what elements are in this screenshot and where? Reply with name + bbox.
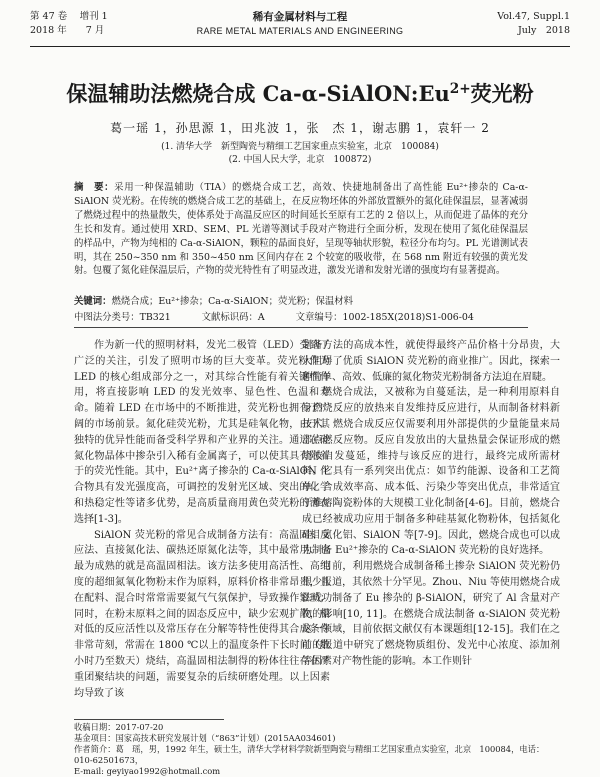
- body-paragraph: 目前，利用燃烧合成制备稀土掺杂 SiAlON 荧光粉仍很少报道，其依然十分罕见。Zhou、Niu 等使用燃烧合成法成功制备了 Eu 掺杂的 β-SiAlON，研究了 Al 含量对产物的影响[10, 11]。在燃烧合成法制备 α-SiAlON 荧光粉这一领域，目前依据文献仅有本课题组[12-15]。我们在之前的报道中研究了燃烧物质组份、发光中心浓度、添加剂等因素对产物性能的影响。本工作则针: [302, 561, 560, 667]
- header-journal: [30, 10, 570, 38]
- body-paragraph: SiAlON 荧光粉的常见合成制备方法有：高温固相反应法、直接氮化法、碳热还原氮化法等，其中最常用、也最为成熟的就是高温固相法。该方法多使用高活性、高纯度的超细氮氧化物粉末作为原料，原料价格非常昂贵，且在配料、混合时常常需要氮气气氛保护，导致操作繁琐；同时，在粉末原料之间的固态反应中，缺少宏观扩散，相对低的反应活性以及常压存在分解等特性使得其合成条件非常苛刻，常需在 1800 ℃以上的温度条件下长时间（数小时乃至数天）烧结，高温固相法制得的粉体往往存在严重团聚结块的问题，需要复杂的后续研磨处理。以上因素均导致了该: [74, 529, 330, 699]
- document-code: 文献标识码：A: [201, 312, 265, 323]
- title-main: 保温辅助法燃烧合成 Ca-α-SiAlON:Eu: [66, 81, 450, 106]
- clc-number: 中图法分类号：TB321: [74, 312, 171, 323]
- date-en: July 2018: [517, 25, 570, 36]
- header-rule: [30, 46, 570, 47]
- received-date: 收稿日期：2017-07-20: [74, 722, 164, 732]
- volume-issue: 第 47 卷 增刊 1: [30, 11, 108, 22]
- body-paragraph: 燃烧合成法，又被称为自蔓延法，是一种利用原料自身燃烧反应的放热来自发维持反应进行，从而制备材料新技术。燃烧合成反应仅需要利用外部提供的少量能量来局部点燃反应物。反应自发放出的大量热量会保证形成的燃烧波自发蔓延，维持与该反应的进行，最终完成所需材料。它具有一系列突出优点：如节约能源、设备和工艺简单、合成效率高、成本低、污染少等突出优点，非常适宜于难熔陶瓷粉体的大规模工业化制备[4-6]。目前，燃烧合成已经被成功应用于制备多种硅基氮化物粉体，包括氮化硅、氮化铝、SiAlON 等[7-9]。因此，燃烧合成也可以成为制备 Eu²⁺掺杂的 Ca-α-SiAlON 荧光粉的良好选择。: [302, 387, 560, 557]
- footnote-rule: [74, 719, 224, 720]
- body-right-column: [302, 338, 560, 670]
- affiliation-1: (1. 清华大学 新型陶瓷与精细工艺国家重点实验室，北京 100084): [161, 142, 439, 152]
- footnote: [74, 722, 560, 777]
- keywords-text: 燃烧合成；Eu²⁺掺杂；Ca-α-SiAlON；荧光粉；保温材料: [111, 296, 353, 307]
- keywords-label: 关键词：: [74, 296, 112, 307]
- classification-line: [74, 309, 528, 323]
- body-left-column: [74, 338, 330, 701]
- year-month: 2018 年 7 月: [30, 25, 105, 36]
- body-paragraph: 作为新一代的照明材料，发光二极管（LED）受到了广泛的关注，引发了照明市场的巨大变革。荧光粉作为 LED 的核心组成部分之一，对其综合性能有着关键性作用，将直接影响 LED 的发光效率、显色性、色温和寿命。随着 LED 在市场中的不断推进，荧光粉也拥有了广阔的市场前景。氮化硅荧光粉，尤其是硅氧化物，由于其独特的优异性能而备受科学界和产业界的关注。通过在硅氮化物晶体中掺杂引入稀有金属离子，可以使其具有附着于的荧光性能。其中，Eu²⁺离子掺杂的 Ca-α-SiAlON 化合物具有发光强度高，可调控的发射光区域、突出的化学和热稳定性等诸多优势，是高质量商用黄色荧光粉的潜在选择[1-3]。: [74, 340, 330, 525]
- journal-name-en: RARE METAL MATERIALS AND ENGINEERING: [196, 26, 404, 36]
- abstract: [74, 181, 528, 278]
- separator-rule: [74, 327, 528, 328]
- abstract-text: 采用一种保温辅助（TIA）的燃烧合成工艺，高效、快捷地制备出了高性能 Eu²⁺掺杂的 Ca-α-SiAlON 荧光粉。在传统的燃烧合成工艺的基础上，在反应物坯体的外部放置额外的氮化硅保温层，显著减弱了燃烧过程中的热量散失，使体系处于高温反应区的时间延长至原有工艺的 2 倍以上，从而促进了晶体的充分生长和发育。通过使用 XRD、SEM、PL 光谱等测试手段对产物进行全面分析，发现在使用了氮化硅保温层的样品中，产物为纯相的 Ca-α-SiAlON，颗粒的晶面良好，呈现等轴状形貌，粒径分布均匀。PL 光谱测试表明，其在 250~350 nm 和 350~450 nm 区间内存在 2 个较宽的吸收带，在 568 nm 附近有较强的黄光发射。包覆了氮化硅保温层后，产物的荧光特性有了明显改进，激发光谱和发射光谱的强度均有显著提高。: [74, 182, 529, 277]
- abstract-label: 摘 要：: [74, 182, 115, 193]
- author-list: 葛一瑶 1，孙思源 1，田兆波 1，张 杰 1，谢志鹏 1，袁轩一 2: [110, 121, 490, 135]
- author-email: E-mail: geyiyao1992@hotmail.com: [74, 766, 221, 776]
- journal-name-cn: 稀有金属材料与工程: [252, 11, 348, 23]
- header-volume-en: [497, 10, 570, 38]
- body-paragraph: 制备方法的高成本性，就使得最终产品价格十分昂贵，大大阻碍了优质 SiAlON 荧光粉的商业推广。因此，探索一种简单、高效、低廉的氮化物荧光粉制备方法迫在眉睫。: [302, 340, 560, 383]
- article-number: 文章编号：1002-185X(2018)S1-006-04: [295, 312, 474, 323]
- running-header: [30, 8, 570, 48]
- paper-title: [0, 78, 600, 108]
- funding: 基金项目：国家高技术研究发展计划（“863”计划）(2015AA034601): [74, 733, 336, 743]
- title-tail: 荧光粉: [470, 81, 534, 106]
- affiliation-2: (2. 中国人民大学，北京 100872): [228, 155, 372, 165]
- volume-en: Vol.47, Suppl.1: [497, 11, 570, 22]
- title-superscript: 2+: [449, 81, 471, 97]
- keywords: [74, 293, 528, 307]
- author-bio: 作者简介：葛 瑶，男，1992 年生，硕士生，清华大学材料学院新型陶瓷与精细工艺国家重点实验室，北京 100084，电话：010-62501673，: [74, 744, 545, 765]
